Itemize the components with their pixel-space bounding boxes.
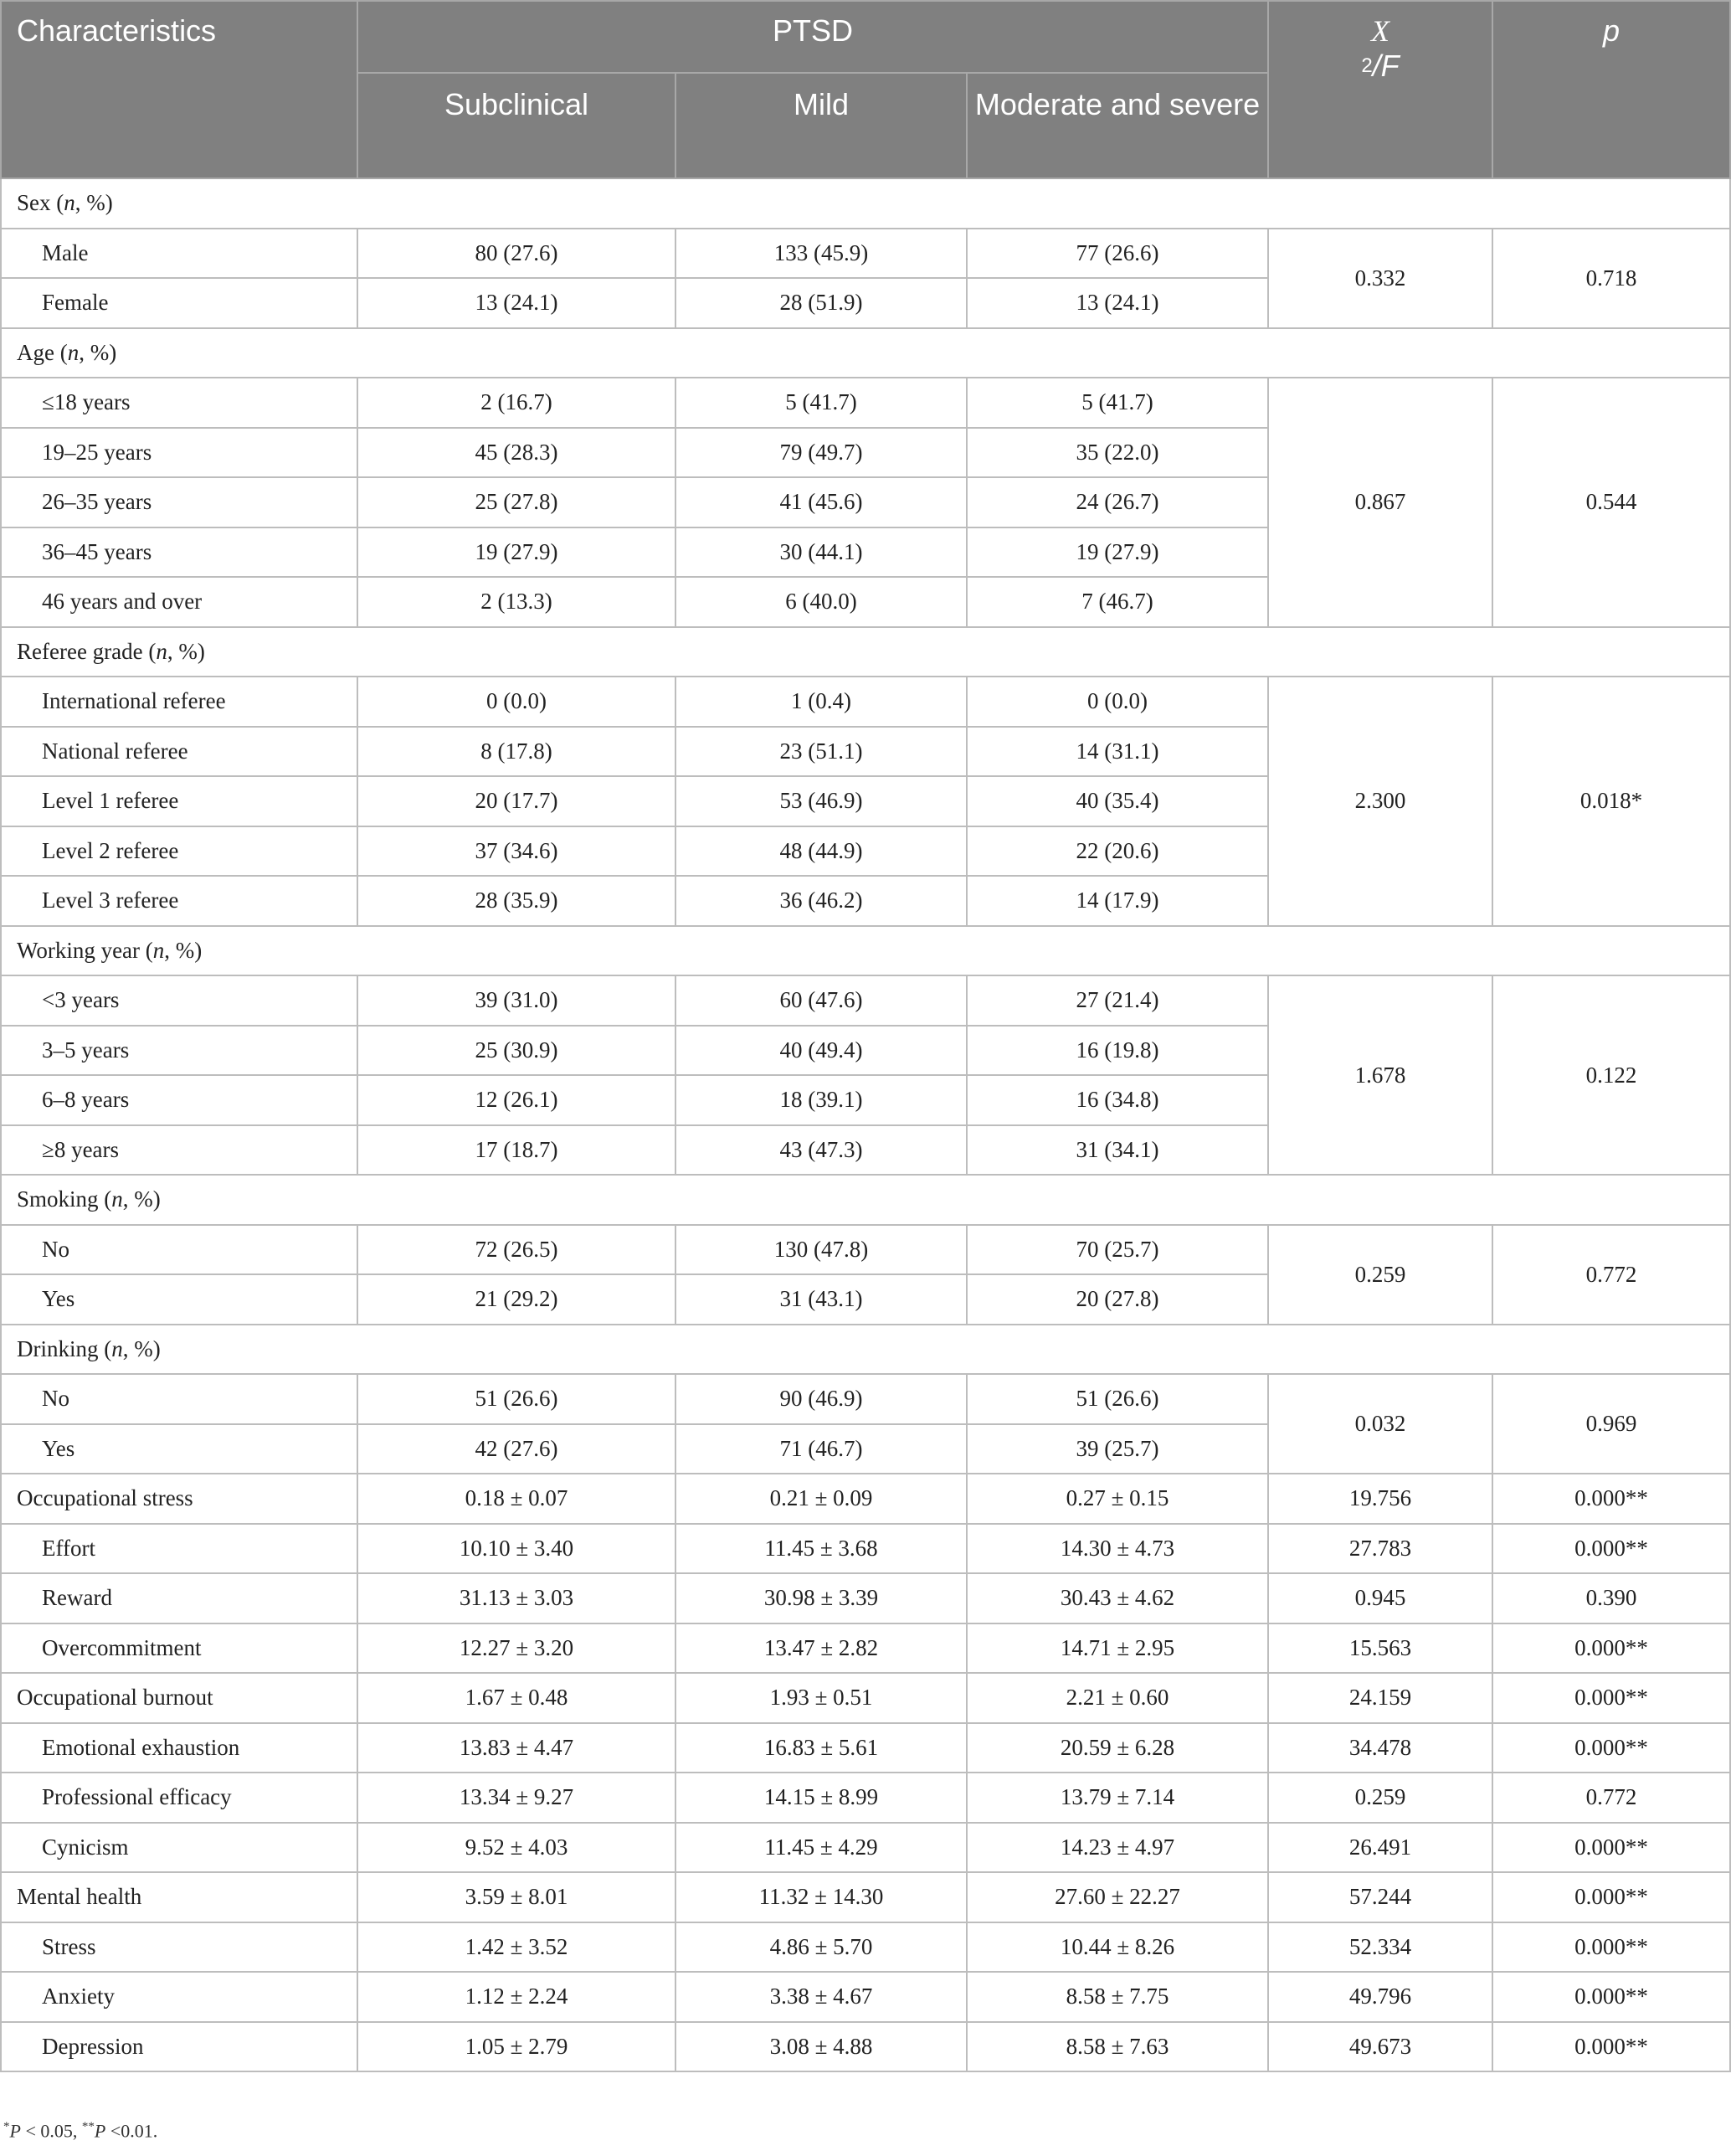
cell-moderate-severe: 20 (27.8): [967, 1274, 1268, 1325]
cell-subclinical: 10.10 ± 3.40: [357, 1524, 675, 1574]
header-mild: Mild: [675, 73, 967, 178]
cell-subclinical: 12.27 ± 3.20: [357, 1623, 675, 1674]
section-title: [1, 328, 1730, 378]
section-row-referee-grade: [1, 627, 1730, 677]
cell-mild: 30 (44.1): [675, 527, 967, 578]
row-label: Female: [1, 278, 357, 328]
cell-subclinical: 80 (27.6): [357, 229, 675, 279]
section-row-age: [1, 328, 1730, 378]
header-p-label: p: [1602, 13, 1621, 48]
cell-moderate-severe: 16 (34.8): [967, 1075, 1268, 1125]
header-ptsd: PTSD: [357, 1, 1268, 73]
cell-subclinical: 72 (26.5): [357, 1225, 675, 1275]
cell-mild: 11.45 ± 4.29: [675, 1823, 967, 1873]
cell-p-value: 0.772: [1492, 1225, 1730, 1325]
table-row: [1, 1474, 1730, 1524]
cell-p-value: 0.969: [1492, 1374, 1730, 1474]
cell-moderate-severe: 8.58 ± 7.75: [967, 1972, 1268, 2022]
cell-moderate-severe: 20.59 ± 6.28: [967, 1723, 1268, 1773]
cell-moderate-severe: 13 (24.1): [967, 278, 1268, 328]
cell-mild: 31 (43.1): [675, 1274, 967, 1325]
cell-subclinical: 25 (27.8): [357, 477, 675, 527]
section-row-smoking: [1, 1175, 1730, 1225]
cell-subclinical: 28 (35.9): [357, 876, 675, 926]
row-label: Yes: [1, 1424, 357, 1474]
header-stat-sup: 2: [1361, 54, 1373, 77]
cell-moderate-severe: 27.60 ± 22.27: [967, 1872, 1268, 1922]
table-row: [1, 1922, 1730, 1973]
cell-mild: 79 (49.7): [675, 428, 967, 478]
row-label: Anxiety: [1, 1972, 357, 2022]
row-label: Effort: [1, 1524, 357, 1574]
cell-moderate-severe: 2.21 ± 0.60: [967, 1673, 1268, 1723]
section-title-text: Working year: [17, 937, 141, 963]
row-label: Level 2 referee: [1, 826, 357, 877]
cell-statistic: 34.478: [1268, 1723, 1492, 1773]
cell-moderate-severe: 14 (31.1): [967, 727, 1268, 777]
cell-mild: 16.83 ± 5.61: [675, 1723, 967, 1773]
cell-mild: 71 (46.7): [675, 1424, 967, 1474]
cell-mild: 4.86 ± 5.70: [675, 1922, 967, 1973]
cell-subclinical: 2 (16.7): [357, 378, 675, 428]
cell-moderate-severe: 27 (21.4): [967, 975, 1268, 1026]
row-label: National referee: [1, 727, 357, 777]
table-row: [1, 975, 1730, 1026]
cell-subclinical: 1.05 ± 2.79: [357, 2022, 675, 2072]
cell-moderate-severe: 77 (26.6): [967, 229, 1268, 279]
footnote-p-1: P: [9, 2120, 21, 2142]
cell-mild: 13.47 ± 2.82: [675, 1623, 967, 1674]
table-footnote: [3, 2120, 157, 2142]
cell-p-value: 0.018*: [1492, 677, 1730, 926]
cell-subclinical: 45 (28.3): [357, 428, 675, 478]
cell-p-value: 0.000**: [1492, 1673, 1730, 1723]
cell-moderate-severe: 5 (41.7): [967, 378, 1268, 428]
cell-mild: 60 (47.6): [675, 975, 967, 1026]
footnote-star-1: *: [3, 2120, 10, 2133]
cell-subclinical: 39 (31.0): [357, 975, 675, 1026]
table-row: [1, 1723, 1730, 1773]
cell-mild: 18 (39.1): [675, 1075, 967, 1125]
cell-subclinical: 12 (26.1): [357, 1075, 675, 1125]
header-moderate-severe: Moderate and severe: [967, 73, 1268, 178]
header-statistic: [1268, 1, 1492, 178]
cell-moderate-severe: 51 (26.6): [967, 1374, 1268, 1424]
cell-moderate-severe: 0 (0.0): [967, 677, 1268, 727]
section-unit: (n, %): [148, 638, 205, 664]
row-label: Depression: [1, 2022, 357, 2072]
cell-mild: 11.45 ± 3.68: [675, 1524, 967, 1574]
cell-mild: 30.98 ± 3.39: [675, 1573, 967, 1623]
cell-p-value: 0.000**: [1492, 1623, 1730, 1674]
cell-statistic: 2.300: [1268, 677, 1492, 926]
row-label: 36–45 years: [1, 527, 357, 578]
row-label: Occupational burnout: [1, 1673, 357, 1723]
cell-moderate-severe: 31 (34.1): [967, 1125, 1268, 1176]
section-unit: (n, %): [145, 937, 203, 963]
cell-subclinical: 13 (24.1): [357, 278, 675, 328]
cell-p-value: 0.000**: [1492, 1723, 1730, 1773]
cell-mild: 6 (40.0): [675, 577, 967, 627]
header-stat-f: /F: [1372, 49, 1400, 83]
table-row: [1, 1773, 1730, 1823]
table-row: [1, 1623, 1730, 1674]
cell-subclinical: 1.12 ± 2.24: [357, 1972, 675, 2022]
cell-mild: 40 (49.4): [675, 1026, 967, 1076]
section-unit: (n, %): [56, 190, 113, 216]
section-title: [1, 178, 1730, 229]
cell-statistic: 52.334: [1268, 1922, 1492, 1973]
section-row-working-year: [1, 926, 1730, 976]
cell-subclinical: 25 (30.9): [357, 1026, 675, 1076]
cell-moderate-severe: 16 (19.8): [967, 1026, 1268, 1076]
footnote-text-2: <0.01.: [105, 2120, 158, 2142]
cell-statistic: 0.332: [1268, 229, 1492, 328]
cell-p-value: 0.000**: [1492, 1524, 1730, 1574]
table-row: [1, 1374, 1730, 1424]
cell-subclinical: 19 (27.9): [357, 527, 675, 578]
row-label: 26–35 years: [1, 477, 357, 527]
row-label: No: [1, 1374, 357, 1424]
cell-mild: 14.15 ± 8.99: [675, 1773, 967, 1823]
cell-mild: 41 (45.6): [675, 477, 967, 527]
cell-statistic: 57.244: [1268, 1872, 1492, 1922]
cell-p-value: 0.390: [1492, 1573, 1730, 1623]
cell-moderate-severe: 19 (27.9): [967, 527, 1268, 578]
table-row: [1, 1972, 1730, 2022]
cell-p-value: 0.122: [1492, 975, 1730, 1175]
row-label: 19–25 years: [1, 428, 357, 478]
cell-subclinical: 17 (18.7): [357, 1125, 675, 1176]
row-label: ≤18 years: [1, 378, 357, 428]
cell-mild: 53 (46.9): [675, 776, 967, 826]
cell-moderate-severe: 30.43 ± 4.62: [967, 1573, 1268, 1623]
cell-statistic: 1.678: [1268, 975, 1492, 1175]
cell-statistic: 0.867: [1268, 378, 1492, 627]
section-title-text: Drinking: [17, 1335, 99, 1361]
table-row: [1, 1823, 1730, 1873]
cell-mild: 36 (46.2): [675, 876, 967, 926]
cell-mild: 28 (51.9): [675, 278, 967, 328]
cell-subclinical: 21 (29.2): [357, 1274, 675, 1325]
cell-subclinical: 51 (26.6): [357, 1374, 675, 1424]
footnote-text-1: < 0.05,: [20, 2120, 82, 2142]
cell-statistic: 49.796: [1268, 1972, 1492, 2022]
cell-moderate-severe: 22 (20.6): [967, 826, 1268, 877]
cell-p-value: 0.000**: [1492, 1972, 1730, 2022]
cell-statistic: 0.259: [1268, 1225, 1492, 1325]
row-label: Stress: [1, 1922, 357, 1973]
cell-p-value: 0.000**: [1492, 1872, 1730, 1922]
section-title-text: Age: [17, 339, 54, 365]
cell-statistic: 24.159: [1268, 1673, 1492, 1723]
section-unit: (n, %): [104, 1335, 161, 1361]
cell-subclinical: 42 (27.6): [357, 1424, 675, 1474]
row-label: Overcommitment: [1, 1623, 357, 1674]
row-label: Male: [1, 229, 357, 279]
cell-subclinical: 1.67 ± 0.48: [357, 1673, 675, 1723]
cell-statistic: 0.259: [1268, 1773, 1492, 1823]
cell-moderate-severe: 8.58 ± 7.63: [967, 2022, 1268, 2072]
table-row: [1, 1225, 1730, 1275]
cell-moderate-severe: 39 (25.7): [967, 1424, 1268, 1474]
section-title: [1, 926, 1730, 976]
table-row: [1, 677, 1730, 727]
cell-moderate-severe: 10.44 ± 8.26: [967, 1922, 1268, 1973]
cell-mild: 1.93 ± 0.51: [675, 1673, 967, 1723]
cell-mild: 130 (47.8): [675, 1225, 967, 1275]
row-label: 6–8 years: [1, 1075, 357, 1125]
table-row: [1, 229, 1730, 279]
header-characteristics: Characteristics: [1, 1, 357, 178]
cell-subclinical: 31.13 ± 3.03: [357, 1573, 675, 1623]
section-title: [1, 1325, 1730, 1375]
cell-moderate-severe: 14.30 ± 4.73: [967, 1524, 1268, 1574]
cell-statistic: 15.563: [1268, 1623, 1492, 1674]
cell-subclinical: 2 (13.3): [357, 577, 675, 627]
cell-mild: 133 (45.9): [675, 229, 967, 279]
cell-statistic: 26.491: [1268, 1823, 1492, 1873]
row-label: Yes: [1, 1274, 357, 1325]
cell-p-value: 0.000**: [1492, 1474, 1730, 1524]
cell-moderate-severe: 13.79 ± 7.14: [967, 1773, 1268, 1823]
cell-moderate-severe: 0.27 ± 0.15: [967, 1474, 1268, 1524]
cell-subclinical: 20 (17.7): [357, 776, 675, 826]
cell-moderate-severe: 70 (25.7): [967, 1225, 1268, 1275]
cell-p-value: 0.000**: [1492, 2022, 1730, 2072]
cell-p-value: 0.000**: [1492, 1922, 1730, 1973]
cell-subclinical: 37 (34.6): [357, 826, 675, 877]
cell-mild: 5 (41.7): [675, 378, 967, 428]
header-stat-x: X: [1371, 14, 1389, 48]
table-row: [1, 1524, 1730, 1574]
cell-p-value: 0.772: [1492, 1773, 1730, 1823]
row-label: 46 years and over: [1, 577, 357, 627]
footnote-star-2: **: [81, 2120, 95, 2133]
cell-mild: 23 (51.1): [675, 727, 967, 777]
cell-moderate-severe: 7 (46.7): [967, 577, 1268, 627]
table-row: [1, 1573, 1730, 1623]
section-unit: (n, %): [104, 1186, 161, 1212]
cell-moderate-severe: 14 (17.9): [967, 876, 1268, 926]
cell-mild: 43 (47.3): [675, 1125, 967, 1176]
row-label: ≥8 years: [1, 1125, 357, 1176]
cell-mild: 11.32 ± 14.30: [675, 1872, 967, 1922]
cell-subclinical: 3.59 ± 8.01: [357, 1872, 675, 1922]
cell-subclinical: 13.34 ± 9.27: [357, 1773, 675, 1823]
row-label: Mental health: [1, 1872, 357, 1922]
cell-statistic: 27.783: [1268, 1524, 1492, 1574]
section-title-text: Sex: [17, 190, 51, 216]
cell-mild: 3.08 ± 4.88: [675, 2022, 967, 2072]
section-row-drinking: [1, 1325, 1730, 1375]
cell-statistic: 0.945: [1268, 1573, 1492, 1623]
cell-moderate-severe: 14.71 ± 2.95: [967, 1623, 1268, 1674]
row-label: No: [1, 1225, 357, 1275]
row-label: 3–5 years: [1, 1026, 357, 1076]
table-row: [1, 2022, 1730, 2072]
row-label: Reward: [1, 1573, 357, 1623]
cell-mild: 3.38 ± 4.67: [675, 1972, 967, 2022]
section-title: [1, 627, 1730, 677]
cell-p-value: 0.000**: [1492, 1823, 1730, 1873]
cell-mild: 90 (46.9): [675, 1374, 967, 1424]
cell-subclinical: 8 (17.8): [357, 727, 675, 777]
cell-mild: 0.21 ± 0.09: [675, 1474, 967, 1524]
cell-moderate-severe: 40 (35.4): [967, 776, 1268, 826]
cell-subclinical: 1.42 ± 3.52: [357, 1922, 675, 1973]
cell-moderate-severe: 35 (22.0): [967, 428, 1268, 478]
header-subclinical: Subclinical: [357, 73, 675, 178]
section-row-sex: [1, 178, 1730, 229]
section-title: [1, 1175, 1730, 1225]
cell-subclinical: 0.18 ± 0.07: [357, 1474, 675, 1524]
row-label: Level 1 referee: [1, 776, 357, 826]
section-title-text: Referee grade: [17, 638, 143, 664]
table-row: [1, 1872, 1730, 1922]
cell-statistic: 19.756: [1268, 1474, 1492, 1524]
section-title-text: Smoking: [17, 1186, 99, 1212]
cell-subclinical: 13.83 ± 4.47: [357, 1723, 675, 1773]
table-row: [1, 378, 1730, 428]
cell-p-value: 0.544: [1492, 378, 1730, 627]
row-label: International referee: [1, 677, 357, 727]
row-label: Level 3 referee: [1, 876, 357, 926]
cell-p-value: 0.718: [1492, 229, 1730, 328]
section-unit: (n, %): [59, 339, 117, 365]
row-label: Cynicism: [1, 1823, 357, 1873]
cell-moderate-severe: 14.23 ± 4.97: [967, 1823, 1268, 1873]
row-label: <3 years: [1, 975, 357, 1026]
table-row: [1, 1673, 1730, 1723]
cell-mild: 1 (0.4): [675, 677, 967, 727]
cell-subclinical: 9.52 ± 4.03: [357, 1823, 675, 1873]
header-p: [1492, 1, 1730, 178]
cell-statistic: 49.673: [1268, 2022, 1492, 2072]
row-label: Occupational stress: [1, 1474, 357, 1524]
row-label: Emotional exhaustion: [1, 1723, 357, 1773]
cell-mild: 48 (44.9): [675, 826, 967, 877]
row-label: Professional efficacy: [1, 1773, 357, 1823]
cell-moderate-severe: 24 (26.7): [967, 477, 1268, 527]
footnote-p-2: P: [94, 2120, 106, 2142]
cell-subclinical: 0 (0.0): [357, 677, 675, 727]
cell-statistic: 0.032: [1268, 1374, 1492, 1474]
